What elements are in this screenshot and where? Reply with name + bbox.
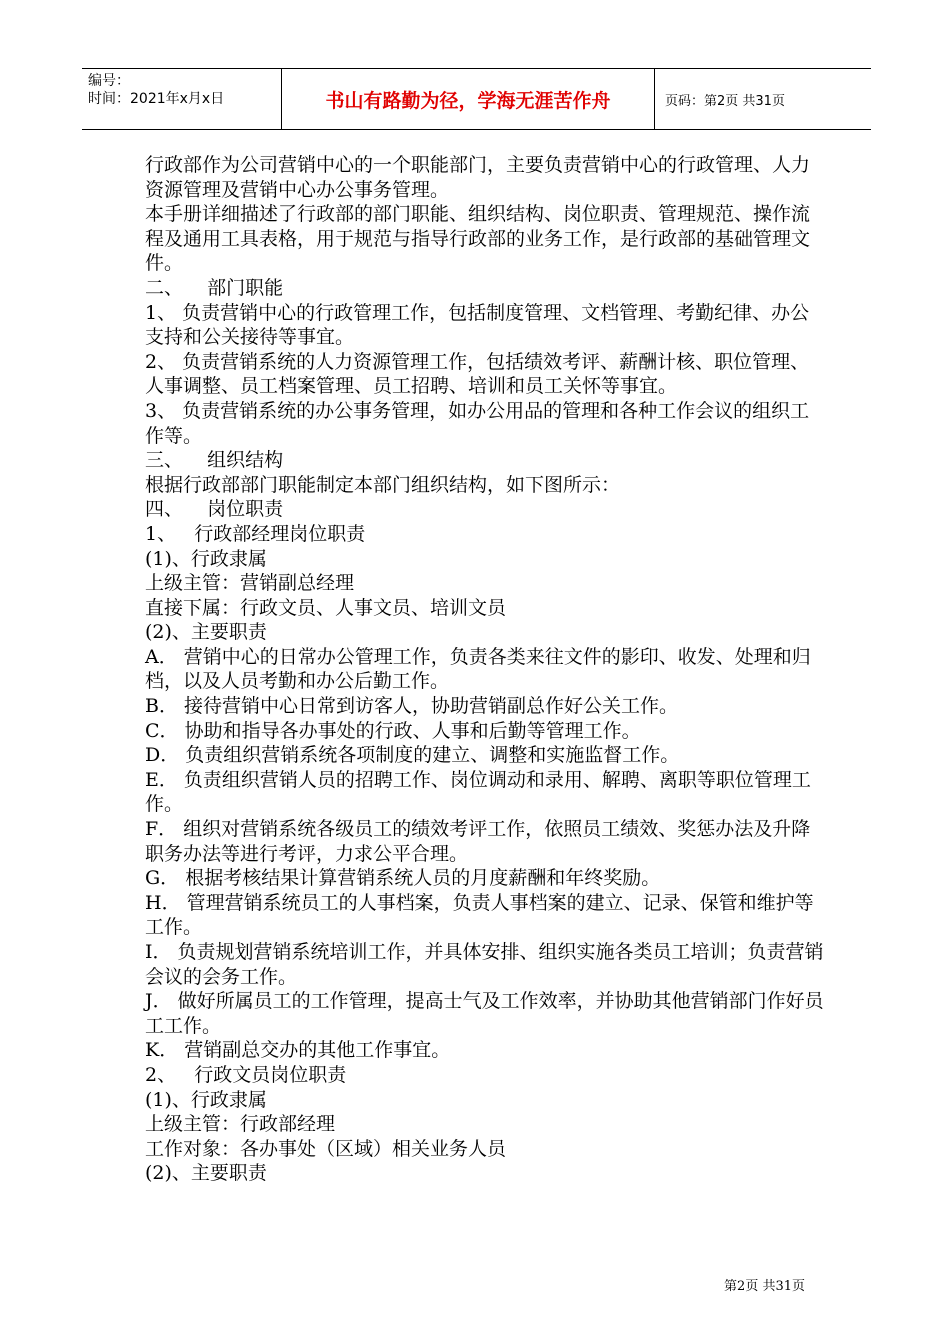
- paragraph: (2)、主要职责: [145, 621, 267, 644]
- paragraph: (2)、主要职责: [145, 1162, 267, 1185]
- paragraph: 上级主管：营销副总经理: [145, 572, 355, 595]
- section-heading: 四、 岗位职责: [145, 498, 284, 521]
- page-footer: 第2页 共31页: [724, 1279, 805, 1294]
- section-heading: 二、 部门职能: [145, 276, 284, 299]
- paragraph: 工作对象：各办事处（区域）相关业务人员: [145, 1137, 507, 1160]
- paragraph: (1)、行政隶属: [145, 1088, 267, 1111]
- header-motto: 书山有路勤为径，学海无涯苦作舟: [282, 69, 655, 129]
- page-header: [82, 68, 871, 130]
- paragraph: 上级主管：行政部经理: [145, 1113, 336, 1136]
- section-heading: 三、 组织结构: [145, 449, 284, 472]
- list-item: J． 做好所属员工的工作管理，提高士气及工作效率，并协助其他营销部门作好员工工作。: [145, 990, 824, 1037]
- paragraph: 根据行政部部门职能制定本部门组织结构，如下图所示：: [145, 473, 621, 496]
- subsection-heading: 2、 行政文员岗位职责: [145, 1063, 347, 1086]
- list-item: G． 根据考核结果计算营销系统人员的月度薪酬和年终奖励。: [145, 867, 661, 890]
- date-label: 时间：2021年x月x日: [88, 91, 225, 107]
- list-item: E． 负责组织营销人员的招聘工作、岗位调动和录用、解聘、离职等职位管理工作。: [145, 768, 811, 816]
- header-meta-cell: [82, 69, 282, 129]
- list-item: 3、 负责营销系统的办公事务管理，如办公用品的管理和各种工作会议的组织工作等。: [145, 399, 810, 447]
- list-item: D． 负责组织营销系统各项制度的建立、调整和实施监督工作。: [145, 744, 680, 767]
- list-item: F． 组织对营销系统各级员工的绩效考评工作，依照员工绩效、奖惩办法及升降职务办法等进行考评，力求公平合理。: [145, 818, 811, 865]
- paragraph: 本手册详细描述了行政部的部门职能、组织结构、岗位职责、管理规范、操作流程及通用工具表格，用于规范与指导行政部的业务工作，是行政部的基础管理文件。: [145, 203, 811, 275]
- list-item: H． 管理营销系统员工的人事档案，负责人事档案的建立、记录、保管和维护等工作。: [145, 891, 814, 939]
- list-item: A． 营销中心的日常办公管理工作，负责各类来往文件的影印、收发、处理和归档，以及人员考勤和办公后勤工作。: [145, 645, 811, 693]
- document-body: [145, 153, 825, 1186]
- header-page-info: 页码：第2页 共31页: [665, 93, 785, 109]
- paragraph: 直接下属：行政文员、人事文员、培训文员: [145, 596, 507, 619]
- list-item: C． 协助和指导各办事处的行政、人事和后勤等管理工作。: [145, 719, 641, 742]
- subsection-heading: 1、 行政部经理岗位职责: [145, 522, 366, 545]
- number-label: 编号：: [88, 73, 130, 89]
- list-item: K． 营销副总交办的其他工作事宜。: [145, 1039, 451, 1062]
- paragraph: (1)、行政隶属: [145, 547, 267, 570]
- list-item: 1、 负责营销中心的行政管理工作，包括制度管理、文档管理、考勤纪律、办公支持和公关接待等事宜。: [145, 301, 810, 349]
- paragraph: 行政部作为公司营销中心的一个职能部门，主要负责营销中心的行政管理、人力资源管理及营销中心办公事务管理。: [145, 154, 811, 201]
- list-item: B． 接待营销中心日常到访客人，协助营销副总作好公关工作。: [145, 695, 679, 718]
- list-item: 2、 负责营销系统的人力资源管理工作，包括绩效考评、薪酬计核、职位管理、人事调整、员工档案管理、员工招聘、培训和员工关怀等事宜。: [145, 350, 810, 398]
- list-item: I． 负责规划营销系统培训工作，并具体安排、组织实施各类员工培训；负责营销会议的会务工作。: [145, 941, 824, 988]
